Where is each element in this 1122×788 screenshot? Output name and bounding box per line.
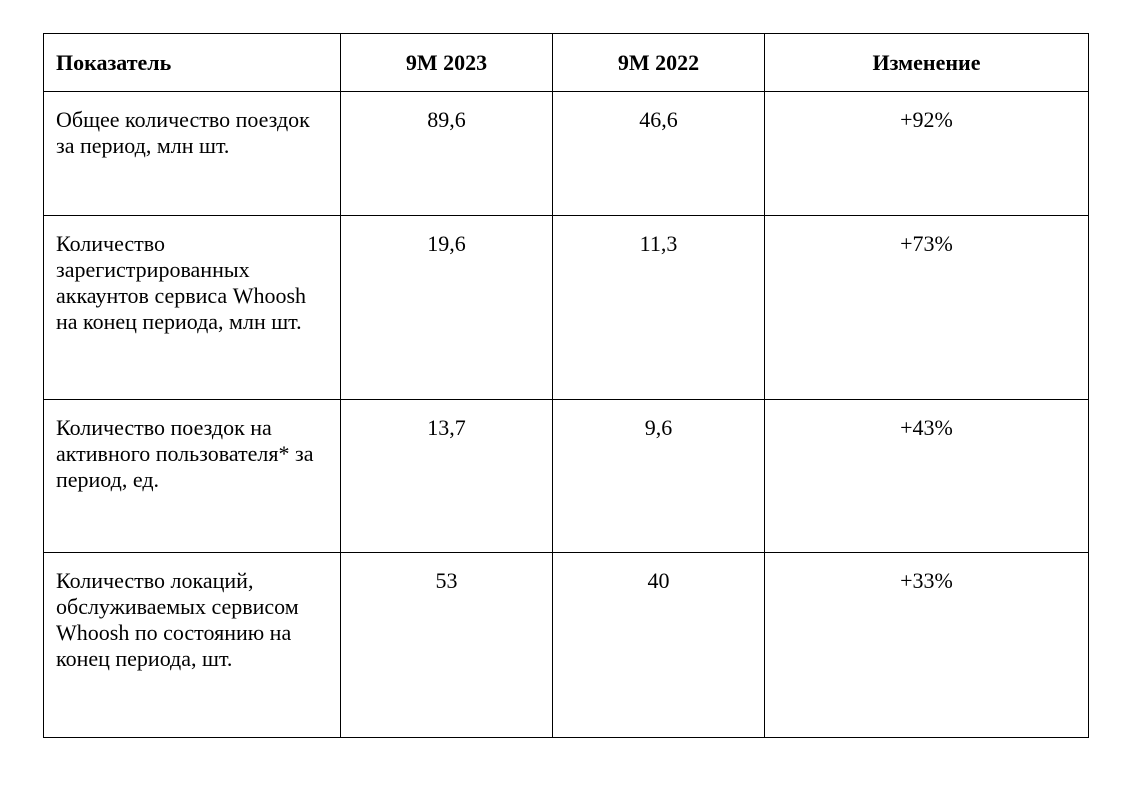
table-row	[44, 400, 1089, 553]
cell-9m-2023: 89,6	[341, 92, 553, 216]
cell-9m-2023: 53	[341, 553, 553, 738]
header-9m-2022: 9M 2022	[553, 34, 765, 92]
header-indicator: Показатель	[44, 34, 341, 92]
header-9m-2023: 9M 2023	[341, 34, 553, 92]
cell-change: +92%	[765, 92, 1089, 216]
table-row	[44, 553, 1089, 738]
table-row	[44, 216, 1089, 400]
cell-indicator: Количество локаций, обслуживаемых сервисом Whoosh по состоянию на конец периода, шт.	[44, 553, 341, 738]
table-header-row	[44, 34, 1089, 92]
cell-indicator: Количество зарегистрированных аккаунтов сервиса Whoosh на конец периода, млн шт.	[44, 216, 341, 400]
cell-9m-2022: 40	[553, 553, 765, 738]
metrics-table	[43, 33, 1089, 738]
cell-9m-2023: 13,7	[341, 400, 553, 553]
cell-indicator: Количество поездок на активного пользователя* за период, ед.	[44, 400, 341, 553]
cell-change: +33%	[765, 553, 1089, 738]
cell-indicator: Общее количество поездок за период, млн шт.	[44, 92, 341, 216]
cell-9m-2023: 19,6	[341, 216, 553, 400]
cell-9m-2022: 11,3	[553, 216, 765, 400]
header-change: Изменение	[765, 34, 1089, 92]
cell-9m-2022: 9,6	[553, 400, 765, 553]
table-row	[44, 92, 1089, 216]
cell-9m-2022: 46,6	[553, 92, 765, 216]
cell-change: +43%	[765, 400, 1089, 553]
cell-change: +73%	[765, 216, 1089, 400]
